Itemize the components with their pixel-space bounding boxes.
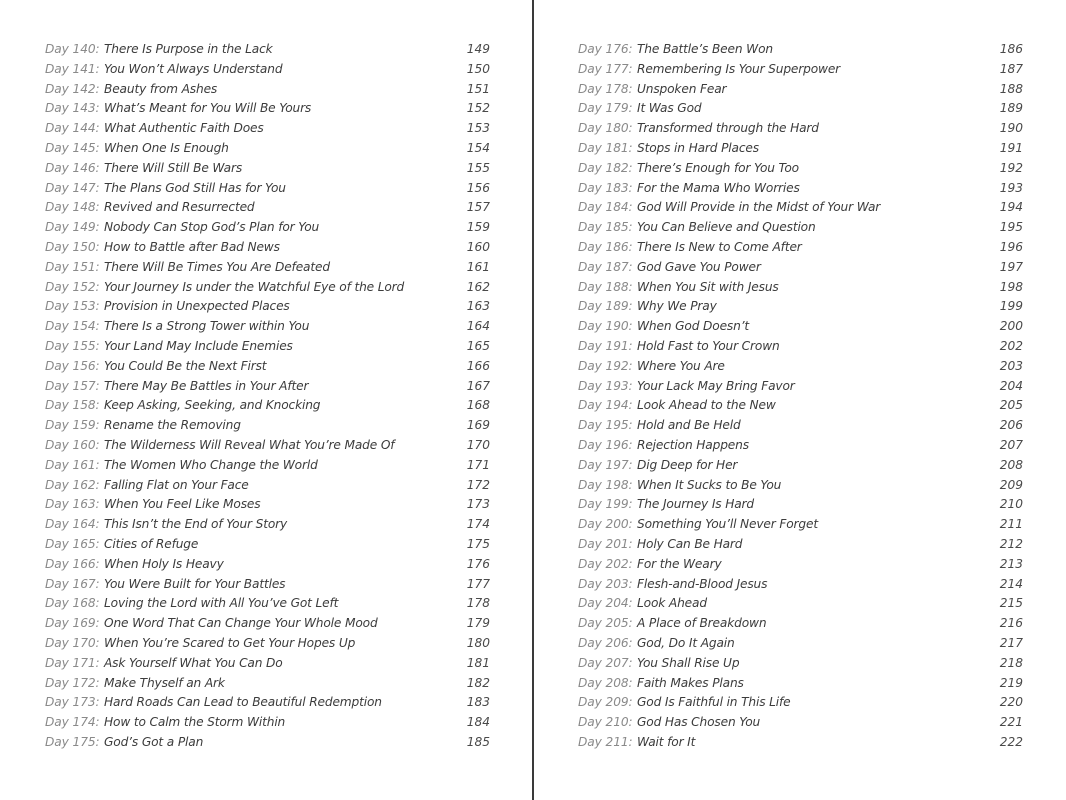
toc-page-number: 200 (999, 319, 1023, 334)
toc-entry (45, 693, 490, 713)
toc-entry (45, 238, 490, 258)
toc-entry (45, 119, 490, 139)
toc-page-number: 181 (466, 655, 490, 670)
toc-page-number: 203 (999, 358, 1023, 373)
toc-day-label: Day 187: (578, 259, 633, 274)
toc-page-number: 187 (999, 61, 1023, 76)
toc-entry-title: Unspoken Fear (637, 81, 727, 96)
toc-day-label: Day 153: (45, 299, 100, 314)
toc-entry (578, 535, 1023, 555)
toc-entry-title: When You Sit with Jesus (637, 279, 779, 294)
toc-entry-title: There May Be Battles in Your After (104, 378, 309, 393)
toc-day-label: Day 142: (45, 81, 100, 96)
toc-entry (45, 476, 490, 496)
toc-day-label: Day 191: (578, 338, 633, 353)
toc-entry-title: When It Sucks to Be You (637, 477, 782, 492)
toc-page-number: 209 (999, 477, 1023, 492)
toc-entry-title: When One Is Enough (104, 140, 229, 155)
toc-page-number: 169 (466, 418, 490, 433)
toc-entry (45, 436, 490, 456)
toc-day-label: Day 202: (578, 556, 633, 571)
toc-page-number: 202 (999, 338, 1023, 353)
right-page (533, 0, 1066, 800)
toc-page-number: 208 (999, 457, 1023, 472)
toc-entry (45, 258, 490, 278)
toc-day-label: Day 205: (578, 616, 633, 631)
toc-entry-title: Look Ahead (637, 596, 707, 611)
toc-entry-title: Keep Asking, Seeking, and Knocking (104, 398, 321, 413)
toc-entry (45, 515, 490, 535)
toc-entry-title: It Was God (637, 101, 702, 116)
toc-day-label: Day 148: (45, 200, 100, 215)
toc-entry-title: There Will Still Be Wars (104, 160, 243, 175)
toc-day-label: Day 199: (578, 497, 633, 512)
toc-entry-title: When You Feel Like Moses (104, 497, 261, 512)
toc-day-label: Day 183: (578, 180, 633, 195)
toc-entry-title: There’s Enough for You Too (637, 160, 799, 175)
toc-entry-title: For the Mama Who Worries (637, 180, 800, 195)
toc-entry-title: Transformed through the Hard (637, 121, 819, 136)
toc-day-label: Day 179: (578, 101, 633, 116)
toc-entry-title: The Battle’s Been Won (637, 42, 773, 56)
toc-entry (45, 40, 490, 60)
toc-entry (578, 436, 1023, 456)
toc-entry-title: One Word That Can Change Your Whole Mood (104, 616, 378, 631)
toc-entry (45, 654, 490, 674)
left-contents-list (45, 40, 490, 753)
toc-entry-title: God Is Faithful in This Life (637, 695, 791, 710)
toc-page-number: 183 (466, 695, 490, 710)
toc-page-number: 178 (466, 596, 490, 611)
toc-day-label: Day 210: (578, 715, 633, 730)
toc-entry (578, 198, 1023, 218)
toc-page-number: 204 (999, 378, 1023, 393)
toc-page-number: 191 (999, 140, 1023, 155)
toc-day-label: Day 188: (578, 279, 633, 294)
toc-entry-title: Loving the Lord with All You’ve Got Left (104, 596, 339, 611)
toc-day-label: Day 174: (45, 715, 100, 730)
toc-entry (45, 614, 490, 634)
toc-day-label: Day 163: (45, 497, 100, 512)
toc-entry (578, 654, 1023, 674)
toc-entry-title: Wait for It (637, 734, 696, 749)
toc-entry-title: Make Thyself an Ark (104, 675, 225, 690)
toc-page-number: 172 (466, 477, 490, 492)
toc-entry (578, 119, 1023, 139)
toc-page-number: 188 (999, 81, 1023, 96)
toc-page-number: 151 (466, 81, 490, 96)
toc-day-label: Day 168: (45, 596, 100, 611)
toc-day-label: Day 144: (45, 121, 100, 136)
toc-entry (578, 139, 1023, 159)
toc-entry-title: God, Do It Again (637, 635, 735, 650)
toc-entry (578, 40, 1023, 60)
toc-day-label: Day 164: (45, 517, 100, 532)
toc-entry (578, 60, 1023, 80)
toc-entry (578, 357, 1023, 377)
toc-entry (45, 99, 490, 119)
toc-page-number: 162 (466, 279, 490, 294)
toc-page-number: 165 (466, 338, 490, 353)
toc-page-number: 190 (999, 121, 1023, 136)
toc-entry (45, 713, 490, 733)
toc-day-label: Day 160: (45, 437, 100, 452)
toc-day-label: Day 209: (578, 695, 633, 710)
toc-day-label: Day 154: (45, 319, 100, 334)
toc-entry (578, 476, 1023, 496)
toc-entry (578, 238, 1023, 258)
toc-day-label: Day 143: (45, 101, 100, 116)
toc-page-number: 171 (466, 457, 490, 472)
toc-page-number: 210 (999, 497, 1023, 512)
toc-page-number: 198 (999, 279, 1023, 294)
toc-day-label: Day 157: (45, 378, 100, 393)
toc-entry (578, 416, 1023, 436)
toc-page-number: 186 (999, 42, 1023, 56)
toc-day-label: Day 175: (45, 734, 100, 749)
toc-day-label: Day 185: (578, 220, 633, 235)
toc-page-number: 173 (466, 497, 490, 512)
toc-page-number: 168 (466, 398, 490, 413)
toc-entry (578, 693, 1023, 713)
toc-page-number: 153 (466, 121, 490, 136)
toc-day-label: Day 200: (578, 517, 633, 532)
toc-day-label: Day 203: (578, 576, 633, 591)
toc-entry-title: Look Ahead to the New (637, 398, 776, 413)
toc-page-number: 157 (466, 200, 490, 215)
toc-entry-title: Ask Yourself What You Can Do (104, 655, 283, 670)
toc-entry (45, 674, 490, 694)
toc-entry (578, 317, 1023, 337)
toc-entry (45, 495, 490, 515)
toc-page-number: 205 (999, 398, 1023, 413)
toc-page-number: 193 (999, 180, 1023, 195)
toc-page-number: 219 (999, 675, 1023, 690)
toc-page-number: 216 (999, 616, 1023, 631)
toc-day-label: Day 167: (45, 576, 100, 591)
toc-entry (45, 297, 490, 317)
toc-entry (45, 377, 490, 397)
toc-entry (45, 218, 490, 238)
toc-day-label: Day 182: (578, 160, 633, 175)
toc-entry (578, 594, 1023, 614)
toc-entry (45, 456, 490, 476)
toc-page-number: 150 (466, 61, 490, 76)
toc-entry (45, 179, 490, 199)
toc-entry-title: Dig Deep for Her (637, 457, 738, 472)
toc-entry-title: Rejection Happens (637, 437, 749, 452)
toc-entry-title: There Is New to Come After (637, 239, 802, 254)
toc-page-number: 159 (466, 220, 490, 235)
toc-entry-title: God Gave You Power (637, 259, 761, 274)
toc-day-label: Day 181: (578, 140, 633, 155)
toc-day-label: Day 173: (45, 695, 100, 710)
toc-page-number: 156 (466, 180, 490, 195)
toc-page-number: 167 (466, 378, 490, 393)
toc-entry-title: Something You’ll Never Forget (637, 517, 818, 532)
toc-day-label: Day 165: (45, 536, 100, 551)
toc-entry-title: Falling Flat on Your Face (104, 477, 249, 492)
toc-page-number: 221 (999, 715, 1023, 730)
toc-day-label: Day 195: (578, 418, 633, 433)
toc-entry-title: For the Weary (637, 556, 722, 571)
toc-page-number: 184 (466, 715, 490, 730)
toc-page-number: 199 (999, 299, 1023, 314)
toc-page-number: 166 (466, 358, 490, 373)
toc-entry (578, 634, 1023, 654)
toc-day-label: Day 197: (578, 457, 633, 472)
toc-day-label: Day 162: (45, 477, 100, 492)
toc-day-label: Day 208: (578, 675, 633, 690)
toc-entry (578, 515, 1023, 535)
toc-page-number: 185 (466, 734, 490, 749)
toc-page-number: 211 (999, 517, 1023, 532)
toc-entry-title: Nobody Can Stop God’s Plan for You (104, 220, 320, 235)
toc-entry-title: Hold and Be Held (637, 418, 741, 433)
toc-page-number: 195 (999, 220, 1023, 235)
toc-day-label: Day 146: (45, 160, 100, 175)
toc-day-label: Day 196: (578, 437, 633, 452)
toc-entry (45, 416, 490, 436)
toc-day-label: Day 193: (578, 378, 633, 393)
toc-day-label: Day 159: (45, 418, 100, 433)
toc-entry (45, 733, 490, 753)
toc-entry (578, 555, 1023, 575)
toc-day-label: Day 155: (45, 338, 100, 353)
toc-day-label: Day 161: (45, 457, 100, 472)
toc-page-number: 149 (466, 42, 490, 56)
toc-day-label: Day 156: (45, 358, 100, 373)
toc-day-label: Day 170: (45, 635, 100, 650)
toc-page-number: 160 (466, 239, 490, 254)
toc-page-number: 164 (466, 319, 490, 334)
toc-day-label: Day 151: (45, 259, 100, 274)
toc-page-number: 175 (466, 536, 490, 551)
toc-entry-title: Hold Fast to Your Crown (637, 338, 780, 353)
toc-entry-title: When God Doesn’t (637, 319, 750, 334)
toc-entry (578, 278, 1023, 298)
toc-day-label: Day 158: (45, 398, 100, 413)
toc-entry-title: You Shall Rise Up (637, 655, 740, 670)
toc-page-number: 197 (999, 259, 1023, 274)
toc-entry-title: When You’re Scared to Get Your Hopes Up (104, 635, 356, 650)
toc-day-label: Day 177: (578, 61, 633, 76)
toc-entry-title: Hard Roads Can Lead to Beautiful Redemption (104, 695, 382, 710)
toc-entry-title: Your Journey Is under the Watchful Eye of the Lord (104, 279, 405, 294)
toc-day-label: Day 211: (578, 734, 633, 749)
toc-entry (45, 159, 490, 179)
toc-entry (45, 535, 490, 555)
toc-page-number: 177 (466, 576, 490, 591)
toc-entry (578, 159, 1023, 179)
toc-entry (45, 198, 490, 218)
toc-page-number: 192 (999, 160, 1023, 175)
toc-entry-title: Flesh-and-Blood Jesus (637, 576, 768, 591)
toc-entry (45, 317, 490, 337)
toc-page-number: 217 (999, 635, 1023, 650)
toc-day-label: Day 204: (578, 596, 633, 611)
toc-entry (578, 80, 1023, 100)
toc-entry-title: There Is a Strong Tower within You (104, 319, 310, 334)
toc-entry-title: Your Land May Include Enemies (104, 338, 293, 353)
toc-day-label: Day 192: (578, 358, 633, 373)
toc-entry-title: The Journey Is Hard (637, 497, 754, 512)
toc-page-number: 179 (466, 616, 490, 631)
toc-day-label: Day 169: (45, 616, 100, 631)
toc-entry-title: What’s Meant for You Will Be Yours (104, 101, 312, 116)
toc-day-label: Day 149: (45, 220, 100, 235)
toc-page-number: 194 (999, 200, 1023, 215)
toc-entry (45, 594, 490, 614)
toc-entry-title: A Place of Breakdown (637, 616, 767, 631)
toc-day-label: Day 201: (578, 536, 633, 551)
toc-day-label: Day 180: (578, 121, 633, 136)
toc-entry-title: Revived and Resurrected (104, 200, 255, 215)
toc-page-number: 155 (466, 160, 490, 175)
toc-day-label: Day 176: (578, 42, 633, 56)
toc-page-number: 163 (466, 299, 490, 314)
toc-day-label: Day 150: (45, 239, 100, 254)
toc-entry-title: God’s Got a Plan (104, 734, 204, 749)
toc-entry (578, 377, 1023, 397)
toc-day-label: Day 145: (45, 140, 100, 155)
toc-entry-title: Cities of Refuge (104, 536, 199, 551)
toc-entry (578, 297, 1023, 317)
toc-entry-title: The Wilderness Will Reveal What You’re Made Of (104, 437, 395, 452)
toc-entry-title: God Will Provide in the Midst of Your War (637, 200, 881, 215)
toc-entry-title: Where You Are (637, 358, 725, 373)
toc-day-label: Day 166: (45, 556, 100, 571)
toc-day-label: Day 207: (578, 655, 633, 670)
toc-entry (45, 575, 490, 595)
toc-page-number: 220 (999, 695, 1023, 710)
toc-entry-title: The Plans God Still Has for You (104, 180, 286, 195)
toc-page-number: 174 (466, 517, 490, 532)
toc-day-label: Day 178: (578, 81, 633, 96)
toc-day-label: Day 206: (578, 635, 633, 650)
toc-entry-title: This Isn’t the End of Your Story (104, 517, 288, 532)
toc-page-number: 154 (466, 140, 490, 155)
toc-entry (45, 60, 490, 80)
toc-day-label: Day 141: (45, 61, 100, 76)
toc-entry (578, 495, 1023, 515)
toc-day-label: Day 152: (45, 279, 100, 294)
toc-entry-title: God Has Chosen You (637, 715, 761, 730)
toc-page-number: 182 (466, 675, 490, 690)
toc-page-number: 218 (999, 655, 1023, 670)
toc-entry (45, 80, 490, 100)
toc-entry (578, 179, 1023, 199)
toc-entry (578, 614, 1023, 634)
toc-page-number: 152 (466, 101, 490, 116)
toc-entry-title: Holy Can Be Hard (637, 536, 743, 551)
toc-entry (45, 139, 490, 159)
toc-day-label: Day 189: (578, 299, 633, 314)
toc-page-number: 206 (999, 418, 1023, 433)
toc-entry-title: Your Lack May Bring Favor (637, 378, 795, 393)
toc-entry (45, 555, 490, 575)
toc-day-label: Day 186: (578, 239, 633, 254)
toc-entry (578, 218, 1023, 238)
toc-entry-title: There Is Purpose in the Lack (104, 42, 273, 56)
toc-day-label: Day 198: (578, 477, 633, 492)
toc-page-number: 207 (999, 437, 1023, 452)
toc-entry-title: You Could Be the Next First (104, 358, 267, 373)
toc-page-number: 161 (466, 259, 490, 274)
toc-entry (578, 258, 1023, 278)
toc-entry (578, 575, 1023, 595)
toc-entry (578, 456, 1023, 476)
toc-day-label: Day 140: (45, 42, 100, 56)
toc-page-number: 212 (999, 536, 1023, 551)
toc-page-number: 196 (999, 239, 1023, 254)
toc-entry-title: Rename the Removing (104, 418, 241, 433)
toc-day-label: Day 172: (45, 675, 100, 690)
toc-entry-title: There Will Be Times You Are Defeated (104, 259, 330, 274)
toc-entry (45, 278, 490, 298)
toc-entry (578, 713, 1023, 733)
toc-page-number: 222 (999, 734, 1023, 749)
toc-entry-title: Stops in Hard Places (637, 140, 759, 155)
toc-day-label: Day 147: (45, 180, 100, 195)
right-contents-list (578, 40, 1023, 753)
toc-page-number: 215 (999, 596, 1023, 611)
toc-entry-title: The Women Who Change the World (104, 457, 318, 472)
toc-page-number: 189 (999, 101, 1023, 116)
toc-entry-title: When Holy Is Heavy (104, 556, 224, 571)
toc-entry (578, 99, 1023, 119)
toc-day-label: Day 194: (578, 398, 633, 413)
toc-page-number: 214 (999, 576, 1023, 591)
toc-page-number: 170 (466, 437, 490, 452)
toc-entry-title: Beauty from Ashes (104, 81, 218, 96)
toc-entry (45, 357, 490, 377)
toc-page-number: 176 (466, 556, 490, 571)
toc-entry-title: Remembering Is Your Superpower (637, 61, 841, 76)
toc-entry-title: Provision in Unexpected Places (104, 299, 290, 314)
toc-entry-title: How to Battle after Bad News (104, 239, 280, 254)
toc-day-label: Day 190: (578, 319, 633, 334)
toc-entry-title: You Won’t Always Understand (104, 61, 283, 76)
toc-entry (578, 674, 1023, 694)
toc-entry (45, 337, 490, 357)
toc-entry (45, 396, 490, 416)
toc-entry (578, 337, 1023, 357)
toc-entry-title: Faith Makes Plans (637, 675, 744, 690)
toc-entry-title: You Were Built for Your Battles (104, 576, 286, 591)
toc-entry (578, 396, 1023, 416)
toc-entry-title: You Can Believe and Question (637, 220, 816, 235)
toc-page-number: 213 (999, 556, 1023, 571)
toc-day-label: Day 184: (578, 200, 633, 215)
toc-entry (578, 733, 1023, 753)
toc-entry-title: What Authentic Faith Does (104, 121, 264, 136)
toc-entry (45, 634, 490, 654)
toc-page-number: 180 (466, 635, 490, 650)
toc-entry-title: How to Calm the Storm Within (104, 715, 286, 730)
toc-entry-title: Why We Pray (637, 299, 717, 314)
toc-day-label: Day 171: (45, 655, 100, 670)
